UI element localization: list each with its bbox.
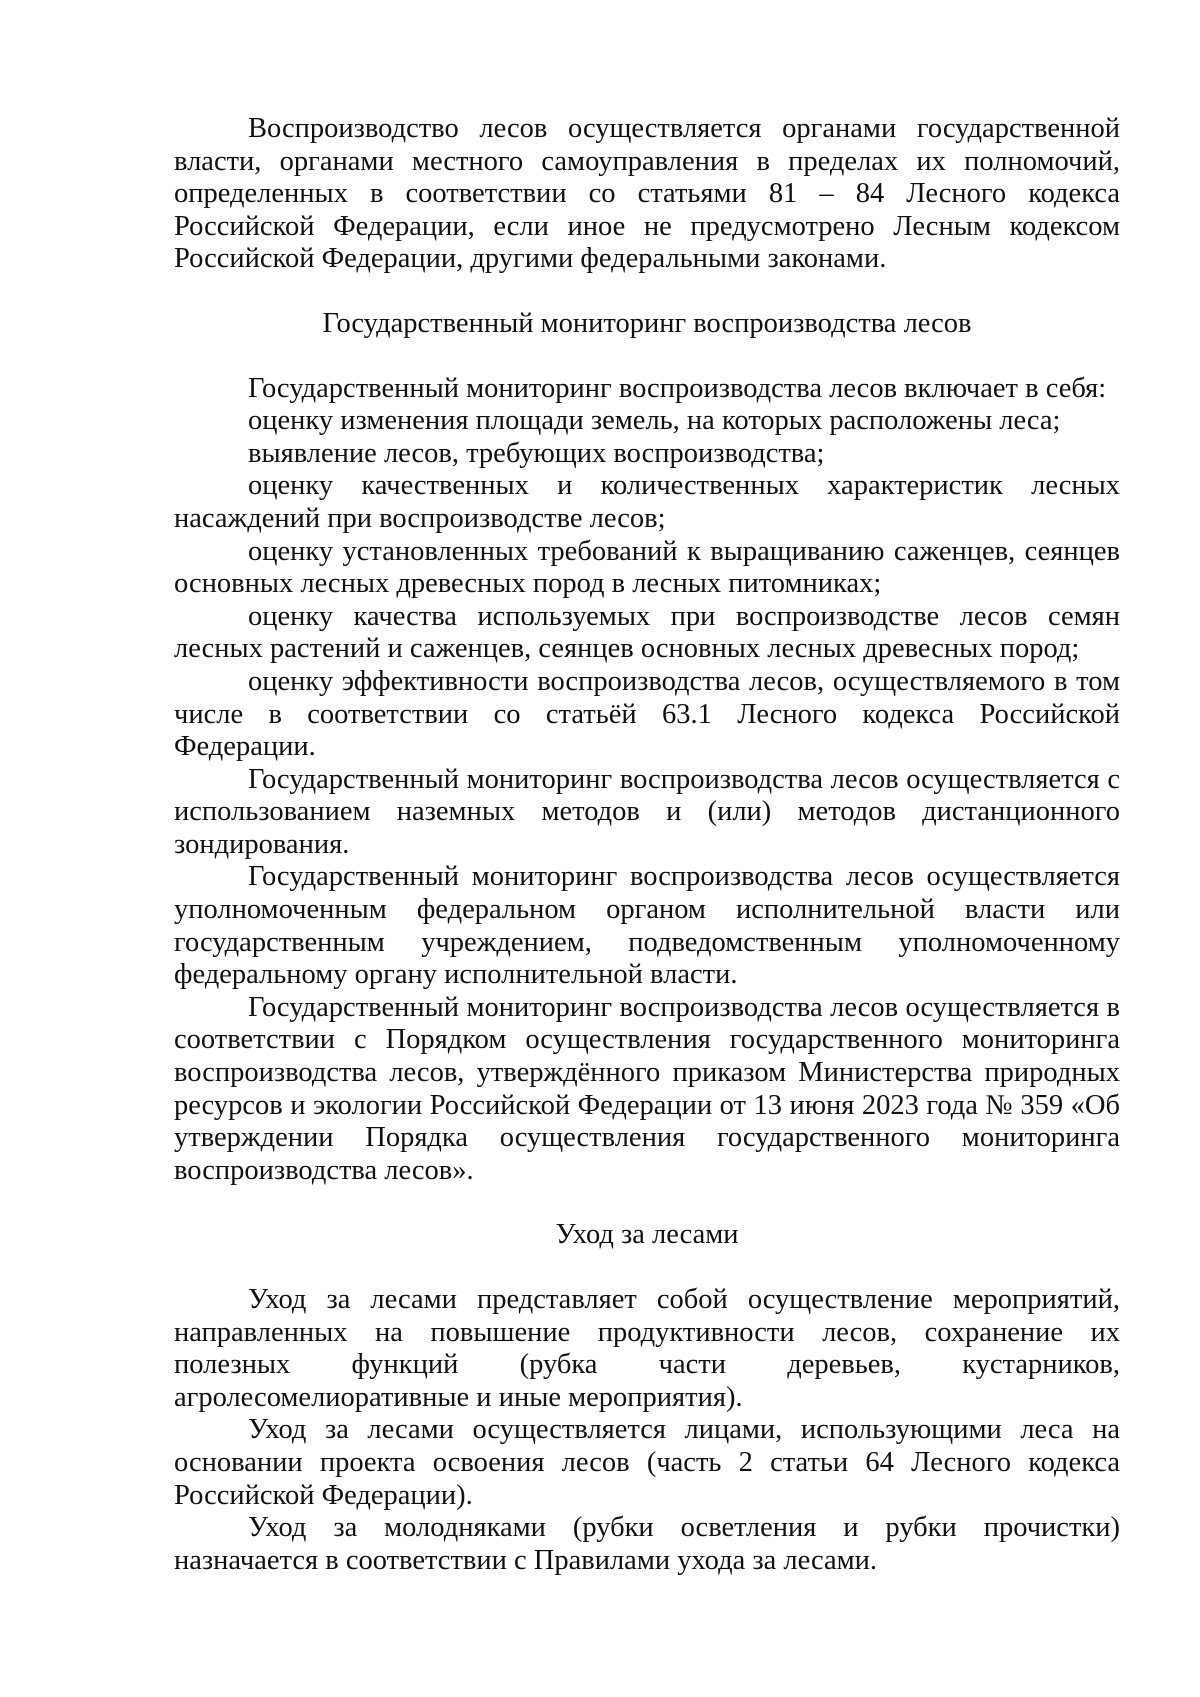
section-body-monitoring (174, 373, 1120, 1188)
section-heading-monitoring: Государственный мониторинг воспроизводства лесов (322, 307, 972, 339)
paragraph: Государственный мониторинг воспроизводства лесов осуществляется в соответствии с Порядком осуществления государственного мониторинга воспроизводства лесов, утверждённого приказом Министерства природных ресурсов и экологии Российской Федерации от 13 июня 2023 года № 359 «Об утверждении Порядка осуществления государственного мониторинга воспроизводства лесов». (174, 991, 1120, 1186)
paragraph: оценку качества используемых при воспроизводстве лесов семян лесных растений и саженцев, сеянцев основных лесных древесных пород; (174, 600, 1120, 665)
paragraph: Государственный мониторинг воспроизводства лесов осуществляется с использованием наземных методов и (или) методов дистанционного зондирования. (174, 763, 1120, 860)
paragraph: оценку качественных и количественных характеристик лесных насаждений при воспроизводстве лесов; (174, 470, 1120, 534)
section-body-care (174, 1284, 1120, 1577)
paragraph: Уход за лесами представляет собой осуществление мероприятий, направленных на повышение продуктивности лесов, сохранение их полезных функций (рубка части деревьев, кустарников, агролесомелиоративные и иные мероприятия). (174, 1284, 1120, 1413)
paragraph: оценку эффективности воспроизводства лесов, осуществляемого в том числе в соответствии со статьёй 63.1 Лесного кодекса Российской Федерации. (174, 665, 1120, 763)
paragraph: Государственный мониторинг воспроизводства лесов осуществляется уполномоченным федеральном органом исполнительной власти или государственным учреждением, подведомственным уполномоченному федеральному органу исполнительной власти. (174, 861, 1120, 991)
paragraph: Государственный мониторинг воспроизводства лесов включает в себя: (248, 372, 1107, 404)
paragraph: Уход за молодняками (рубки осветления и рубки прочистки) назначается в соответствии с Правилами ухода за лесами. (174, 1512, 1120, 1576)
paragraph: оценку изменения площади земель, на которых расположены леса; (248, 405, 1061, 437)
paragraph: выявление лесов, требующих воспроизводства; (248, 437, 825, 469)
paragraph: Уход за лесами осуществляется лицами, использующими леса на основании проекта освоения лесов (часть 2 статьи 64 Лесного кодекса Российской Федерации). (174, 1414, 1120, 1511)
paragraph: оценку установленных требований к выращиванию саженцев, сеянцев основных лесных древесных пород в лесных питомниках; (174, 535, 1120, 600)
document-page (174, 113, 1120, 1577)
intro-paragraph: Воспроизводство лесов осуществляется органами государственной власти, органами местного самоуправления в пределах их полномочий, определенных в соответствии со статьями 81 – 84 Лесного кодекса Российской Федерации, если иное не предусмотрено Лесным кодексом Российской Федерации, другими федеральными законами. (174, 113, 1120, 275)
section-heading-care: Уход за лесами (555, 1219, 739, 1251)
